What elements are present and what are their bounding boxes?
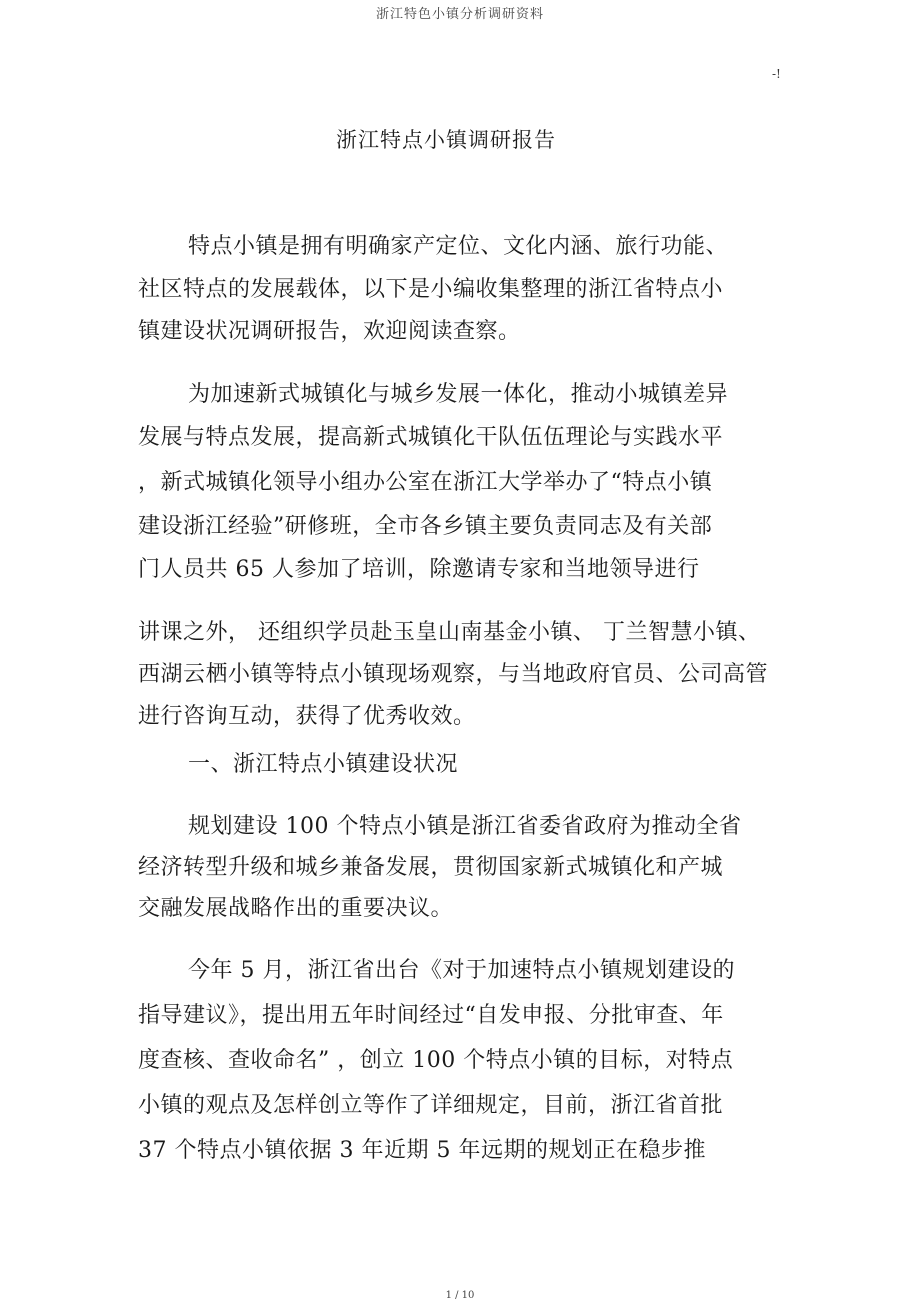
section-heading: 一、浙江特点小镇建设状况 [188, 752, 459, 777]
body-line: ，新式城镇化领导小组办公室在浙江大学举办了“特点小镇 [138, 470, 713, 495]
body-line: 今年 5 月，浙江省出台《对于加速特点小镇规划建设的 [188, 958, 735, 983]
body-line: 度查核、查收命名” ，创立 100 个特点小镇的目标，对特点 [138, 1048, 734, 1073]
document-title: 浙江特点小镇调研报告 [336, 128, 556, 152]
body-line: 经济转型升级和城乡兼备发展，贯彻国家新式城镇化和产城 [138, 855, 724, 880]
body-line: 特点小镇是拥有明确家产定位、文化内涵、旅行功能、 [188, 234, 729, 259]
body-line: 西湖云栖小镇等特点小镇现场观察，与当地政府官员、公司高管 [138, 662, 769, 687]
body-line: 小镇的观点及怎样创立等作了详细规定，目前，浙江省首批 [138, 1093, 724, 1118]
body-line: 镇建设状况调研报告，欢迎阅读查察。 [138, 319, 521, 344]
body-line: 规划建设 100 个特点小镇是浙江省委省政府为推动全省 [188, 814, 742, 839]
body-line: 交融发展战略作出的重要决议。 [138, 896, 454, 921]
body-line: 门人员共 65 人参加了培训，除邀请专家和当地领导进行 [138, 557, 700, 582]
body-line: 37 个特点小镇依据 3 年近期 5 年远期的规划正在稳步推 [138, 1138, 706, 1163]
corner-mark: -! [772, 67, 781, 81]
body-line: 讲课之外， 还组织学员赴玉皇山南基金小镇、 丁兰智慧小镇、 [138, 620, 761, 645]
body-line: 为加速新式城镇化与城乡发展一体化，推动小城镇差异 [188, 382, 729, 407]
body-line: 进行咨询互动，获得了优秀收效。 [138, 704, 476, 729]
body-line: 发展与特点发展，提高新式城镇化干队伍伍理论与实践水平 [138, 425, 724, 450]
body-line: 社区特点的发展载体，以下是小编收集整理的浙江省特点小 [138, 277, 724, 302]
body-line: 指导建议》，提出用五年时间经过“自发申报、分批审查、年 [138, 1003, 724, 1028]
body-line: 建设浙江经验”研修班，全市各乡镇主要负责同志及有关部 [138, 514, 713, 539]
page-header: 浙江特色小镇分析调研资料 [375, 7, 544, 22]
page-number: 1 / 10 [445, 1290, 475, 1301]
